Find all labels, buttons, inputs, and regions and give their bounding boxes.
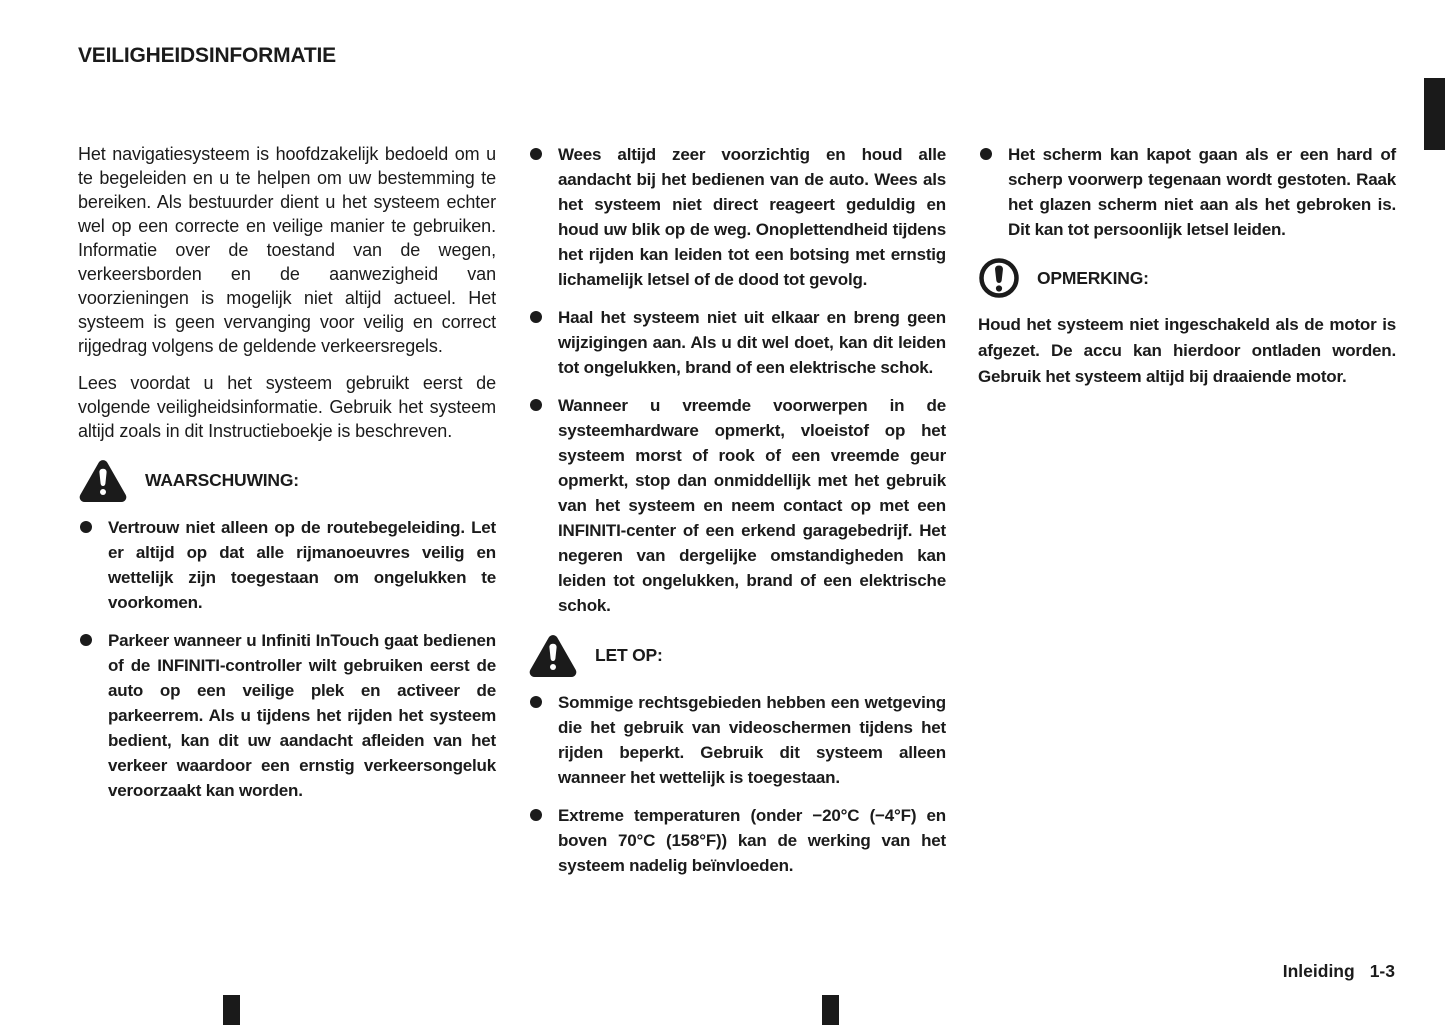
caution-bullet-text: Sommige rechtsgebieden hebben een wetgeving die het gebruik van videoschermen tijdens het rijden beperkt. Gebruik dit systeem alleen wanneer het wettelijk is toegestaan. — [558, 693, 946, 787]
warning-bullet-text: Wees altijd zeer voorzichtig en houd alle aandacht bij het bedienen van de auto. Wees als het systeem niet direct reageert geduldig en houd uw blik op de weg. Onoplettendheid tijdens het rijden kan leiden tot een botsing met ernstig lichamelijk letsel of de dood tot gevolg. — [558, 145, 946, 289]
bullet-dot-icon — [530, 809, 542, 821]
warning-bullet — [78, 515, 496, 615]
column-1 — [78, 142, 496, 816]
caution-bullet — [528, 803, 946, 878]
bullet-dot-icon — [980, 148, 992, 160]
warning-triangle-icon — [528, 633, 578, 677]
registration-mark — [822, 995, 839, 1025]
note-heading — [978, 257, 1396, 299]
warning-bullet-text: Wanneer u vreemde voorwerpen in de systeemhardware opmerkt, vloeistof op het systeem morst of rook of een vreemde geur opmerkt, stop dan onmiddellijk met het gebruik van het systeem en neem contact op met een INFINITI-center of een erkend garagebedrijf. Het negeren van dergelijke omstandigheden kan leiden tot ongelukken, brand of een elektrische schok. — [558, 396, 946, 615]
bullet-dot-icon — [80, 634, 92, 646]
page-footer — [1283, 961, 1395, 982]
footer-section-label: Inleiding — [1282, 961, 1355, 981]
note-heading-label: OPMERKING: — [1037, 267, 1149, 288]
warning-triangle-icon — [78, 458, 128, 502]
bullet-dot-icon — [80, 521, 92, 533]
bullet-dot-icon — [530, 148, 542, 160]
bullet-dot-icon — [530, 311, 542, 323]
warning-bullet-text: Vertrouw niet alleen op de routebegeleiding. Let er altijd op dat alle rijmanoeuvres veilig en wettelijk zijn toegestaan om ongelukken te voorkomen. — [108, 518, 496, 612]
column-3 — [978, 142, 1396, 390]
footer-page-number: 1-3 — [1369, 961, 1395, 981]
bullet-dot-icon — [530, 399, 542, 411]
column-2 — [528, 142, 946, 891]
warning-bullet-text: Parkeer wanneer u Infiniti InTouch gaat bedienen of de INFINITI-controller wilt gebruiken eerst de auto op een veilige plek en activeer de parkeerrem. Als u tijdens het rijden het systeem bedient, kan dit uw aandacht afleiden van het verkeer waardoor een ernstig verkeersongeluk veroorzaakt kan worden. — [108, 631, 496, 800]
warning-heading-label: WAARSCHUWING: — [145, 469, 299, 490]
warning-bullet — [978, 142, 1396, 242]
bullet-dot-icon — [530, 696, 542, 708]
caution-bullet-text: Extreme temperaturen (onder −20°C (−4°F) en boven 70°C (158°F)) kan de werking van het systeem nadelig beïnvloeden. — [558, 806, 946, 875]
warning-bullet — [528, 142, 946, 292]
warning-bullet-text: Haal het systeem niet uit elkaar en breng geen wijzigingen aan. Als u dit wel doet, kan dit leiden tot ongelukken, brand of een elektrische schok. — [558, 308, 946, 377]
caution-bullet — [528, 690, 946, 790]
exclamation-circle-icon — [978, 257, 1020, 299]
chapter-edge-tab — [1424, 78, 1445, 150]
caution-heading — [528, 633, 946, 677]
page-title: VEILIGHEIDSINFORMATIE — [78, 44, 336, 67]
warning-bullet — [78, 628, 496, 803]
warning-bullet — [528, 305, 946, 380]
warning-bullet-text: Het scherm kan kapot gaan als er een hard of scherp voorwerp tegenaan wordt gestoten. Raak het glazen scherm niet aan als het gebroken is. Dit kan tot persoonlijk letsel leiden. — [1008, 145, 1396, 239]
intro-paragraph-1: Het navigatiesysteem is hoofdzakelijk bedoeld om u te begeleiden en u te helpen om uw bestemming te bereiken. Als bestuurder dient u het systeem echter wel op een correcte en veilige manier te gebruiken. Informatie over de toestand van de wegen, verkeersborden en de aanwezigheid van voorzieningen is mogelijk niet altijd actueel. Het systeem is geen vervanging voor veilig en correct rijgedrag volgens de geldende verkeersregels. — [78, 144, 496, 356]
caution-heading-label: LET OP: — [595, 644, 663, 665]
registration-mark — [223, 995, 240, 1025]
warning-bullet — [528, 393, 946, 618]
intro-paragraph-2: Lees voordat u het systeem gebruikt eerst de volgende veiligheidsinformatie. Gebruik het systeem altijd zoals in dit Instructieboekje is beschreven. — [78, 373, 496, 441]
warning-heading — [78, 458, 496, 502]
note-text: Houd het systeem niet ingeschakeld als de motor is afgezet. De accu kan hierdoor ontladen worden. Gebruik het systeem altijd bij draaiende motor. — [978, 315, 1396, 386]
